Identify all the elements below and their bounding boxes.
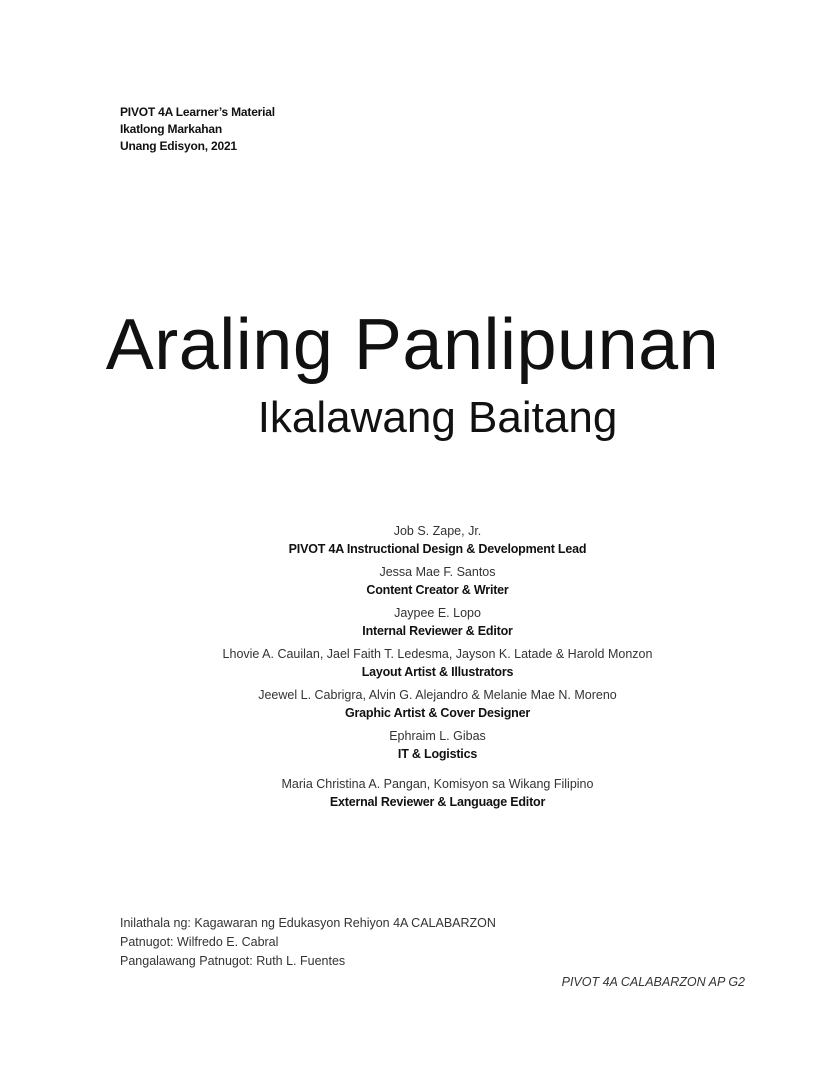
credits-list bbox=[0, 522, 825, 816]
credit-entry bbox=[0, 604, 825, 640]
credit-name: Ephraim L. Gibas bbox=[389, 729, 486, 743]
credit-role: Internal Reviewer & Editor bbox=[362, 624, 513, 638]
publication-info bbox=[120, 914, 496, 971]
credit-name: Jessa Mae F. Santos bbox=[379, 565, 496, 579]
credit-name: Jeewel L. Cabrigra, Alvin G. Alejandro & Melanie Mae N. Moreno bbox=[258, 688, 617, 702]
page-subtitle: Ikalawang Baitang bbox=[257, 393, 618, 442]
director-line: Patnugot: Wilfredo E. Cabral bbox=[120, 935, 279, 949]
credit-role: Content Creator & Writer bbox=[366, 583, 509, 597]
material-label: PIVOT 4A Learner’s Material bbox=[120, 105, 275, 119]
credit-role: Layout Artist & Illustrators bbox=[361, 665, 514, 679]
credit-name: Lhovie A. Cauilan, Jael Faith T. Ledesma, Jayson K. Latade & Harold Monzon bbox=[222, 647, 653, 661]
edition-info bbox=[120, 104, 275, 155]
document-code: PIVOT 4A CALABARZON AP G2 bbox=[561, 975, 745, 989]
credit-entry bbox=[0, 727, 825, 763]
credit-entry bbox=[0, 522, 825, 558]
credit-entry bbox=[0, 686, 825, 722]
credit-name: Maria Christina A. Pangan, Komisyon sa Wikang Filipino bbox=[281, 777, 594, 791]
credit-name: Jaypee E. Lopo bbox=[394, 606, 481, 620]
credit-entry bbox=[0, 645, 825, 681]
credit-entry bbox=[0, 775, 825, 811]
credit-role: Graphic Artist & Cover Designer bbox=[344, 706, 531, 720]
credit-name: Job S. Zape, Jr. bbox=[393, 524, 482, 538]
credit-role: External Reviewer & Language Editor bbox=[329, 795, 546, 809]
page-title: Araling Panlipunan bbox=[105, 305, 720, 385]
edition-label: Unang Edisyon, 2021 bbox=[120, 139, 237, 153]
credit-role: PIVOT 4A Instructional Design & Development Lead bbox=[288, 542, 587, 556]
credit-role: IT & Logistics bbox=[397, 747, 478, 761]
publisher-line: Inilathala ng: Kagawaran ng Edukasyon Rehiyon 4A CALABARZON bbox=[120, 916, 496, 930]
credit-entry bbox=[0, 563, 825, 599]
quarter-label: Ikatlong Markahan bbox=[120, 122, 222, 136]
assistant-director-line: Pangalawang Patnugot: Ruth L. Fuentes bbox=[120, 954, 346, 968]
